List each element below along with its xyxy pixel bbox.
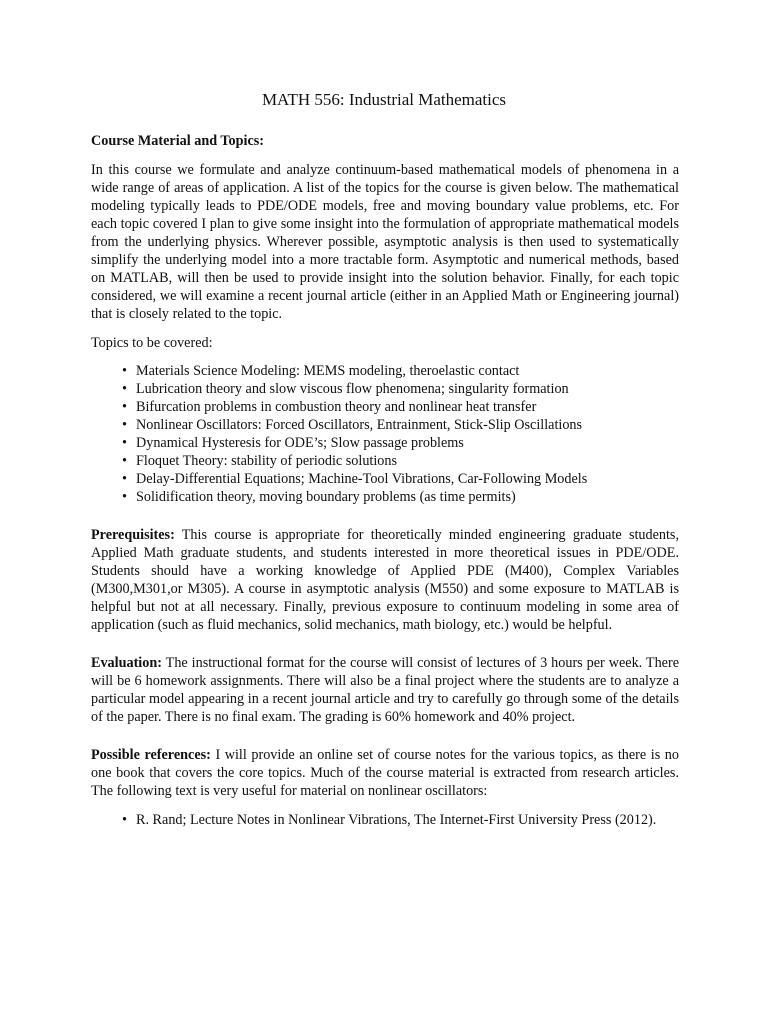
evaluation-paragraph	[91, 654, 679, 726]
bullet-icon: •	[122, 489, 127, 505]
topic-item	[122, 416, 679, 434]
topic-item	[122, 488, 679, 506]
prerequisites-paragraph	[91, 526, 679, 634]
bullet-icon: •	[122, 471, 127, 487]
topics-list	[91, 362, 679, 506]
topic-text: Solidification theory, moving boundary problems (as time permits)	[136, 489, 516, 505]
topic-item	[122, 362, 679, 380]
topic-item	[122, 470, 679, 488]
course-description-paragraph: In this course we formulate and analyze continuum-based mathematical models of phenomena in a wide range of areas of application. A list of the topics for the course is given below. The mathematical modeling typically leads to PDE/ODE models, free and moving boundary value problems, etc. For each topic covered I plan to give some insight into the formulation of appropriate mathematical models from the underlying physics. Wherever possible, asymptotic analysis is then used to systematically simplify the underlying model into a more tractable form. Asymptotic and numerical methods, based on MATLAB, will then be used to provide insight into the solution behavior. Finally, for each topic considered, we will examine a recent journal article (either in an Applied Math or Engineering journal) that is closely related to the topic.	[91, 162, 679, 322]
prerequisites-section	[91, 526, 679, 634]
references-label: Possible references:	[91, 747, 211, 763]
topic-text: Delay-Differential Equations; Machine-Tool Vibrations, Car-Following Models	[136, 471, 588, 487]
topic-text: Bifurcation problems in combustion theory and nonlinear heat transfer	[136, 399, 537, 415]
bullet-icon: •	[122, 363, 127, 379]
topics-intro: Topics to be covered:	[91, 335, 213, 351]
bullet-icon: •	[122, 399, 127, 415]
prerequisites-label: Prerequisites:	[91, 527, 175, 543]
references-paragraph	[91, 746, 679, 800]
references-section	[91, 746, 679, 829]
topic-item	[122, 380, 679, 398]
topic-text: Nonlinear Oscillators: Forced Oscillators, Entrainment, Stick-Slip Oscillations	[136, 417, 583, 433]
page-title: MATH 556: Industrial Mathematics	[261, 90, 507, 109]
references-list	[91, 811, 679, 829]
bullet-icon: •	[122, 435, 127, 451]
prerequisites-text: This course is appropriate for theoretically minded engineering graduate students, Applied Math graduate students, and students interested in more theoretical issues in PDE/ODE. Students should have a working knowledge of Applied PDE (M400), Complex Variables (M300,M301,or M305). A course in asymptotic analysis (M550) and some exposure to MATLAB is helpful but not at all necessary. Finally, previous exposure to continuum modeling in some area of application (such as fluid mechanics, solid mechanics, math biology, etc.) would be helpful.	[91, 527, 679, 633]
topic-item	[122, 434, 679, 452]
topic-text: Lubrication theory and slow viscous flow phenomena; singularity formation	[136, 381, 569, 397]
topic-text: Floquet Theory: stability of periodic solutions	[136, 453, 397, 469]
reference-text: R. Rand; Lecture Notes in Nonlinear Vibrations, The Internet-First University Press (2012).	[136, 812, 657, 828]
topic-item	[122, 452, 679, 470]
topic-text: Materials Science Modeling: MEMS modeling, theroelastic contact	[136, 363, 520, 379]
evaluation-text: The instructional format for the course will consist of lectures of 3 hours per week. There will be 6 homework assignments. There will also be a final project where the students are to analyze a particular model appearing in a recent journal article and try to carefully go through some of the details of the paper. There is no final exam. The grading is 60% homework and 40% project.	[91, 655, 679, 725]
topic-item	[122, 398, 679, 416]
evaluation-label: Evaluation:	[91, 655, 162, 671]
course-material-heading: Course Material and Topics:	[91, 133, 265, 149]
reference-item	[122, 811, 679, 829]
bullet-icon: •	[122, 417, 127, 433]
document-body	[91, 132, 679, 829]
references-text: I will provide an online set of course notes for the various topics, as there is no one book that covers the core topics. Much of the course material is extracted from research articles. The following text is very useful for material on nonlinear oscillators:	[91, 747, 679, 799]
evaluation-section	[91, 654, 679, 726]
topic-text: Dynamical Hysteresis for ODE’s; Slow passage problems	[136, 435, 464, 451]
bullet-icon: •	[122, 453, 127, 469]
bullet-icon: •	[122, 812, 127, 828]
bullet-icon: •	[122, 381, 127, 397]
